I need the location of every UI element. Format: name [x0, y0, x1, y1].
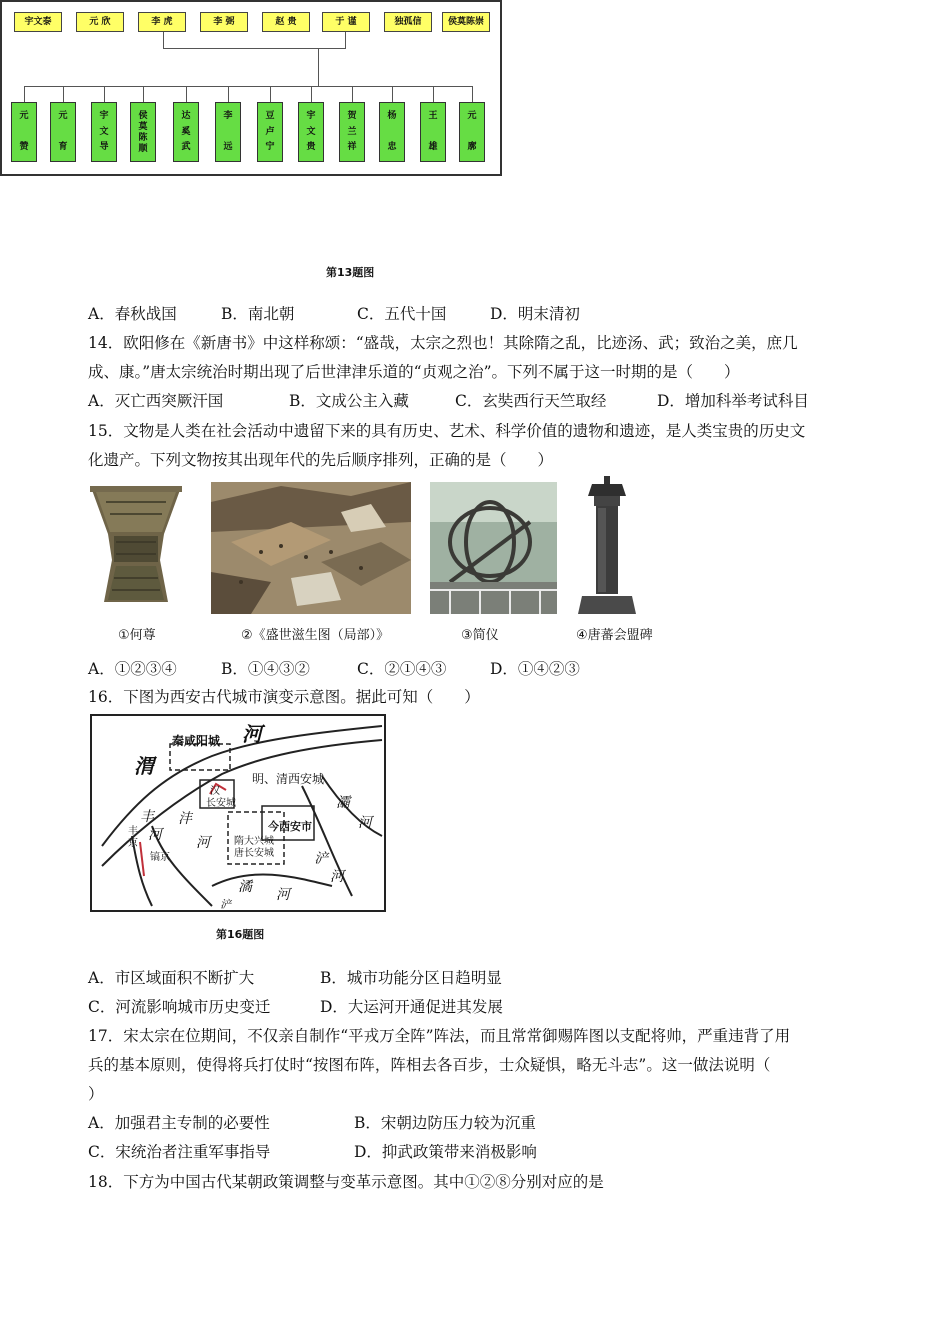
he-zun-vessel-image — [86, 482, 186, 614]
q17-option-d[interactable]: D．抑武政策带来消极影响 — [354, 1143, 537, 1161]
map-label: 今西安市 — [268, 820, 312, 833]
q14-option-a[interactable]: A．灭亡西突厥汗国 — [88, 392, 224, 410]
q14-stem-line2: 成、康。”唐太宗统治时期出现了后世津津乐道的“贞观之治”。下列不属于这一时期的是（ ） — [88, 363, 740, 381]
map-label: 丰 — [140, 809, 154, 825]
q15-option-d[interactable]: D．①④②③ — [490, 660, 580, 678]
name-char: 莫 — [138, 122, 148, 132]
bottom-name-box — [379, 102, 405, 162]
q15-option-c[interactable]: C．②①④③ — [357, 660, 447, 678]
name-char: 贵 — [306, 142, 316, 152]
map-label: 河 — [196, 835, 210, 851]
map-label: 明、清西安城 — [252, 772, 325, 786]
connector — [392, 86, 393, 102]
map-label: 长安城 — [206, 798, 236, 809]
q16-stem-line1: 16．下图为西安古代城市演变示意图。据此可知（ ） — [88, 688, 480, 706]
top-name-box: 元 欣 — [76, 12, 124, 32]
name-char: 陈 — [138, 133, 148, 143]
connector — [24, 86, 25, 102]
q16-option-d[interactable]: D．大运河开通促进其发展 — [320, 998, 503, 1016]
name-char: 祥 — [347, 142, 357, 152]
q17-option-a[interactable]: A．加强君主专制的必要性 — [88, 1114, 270, 1132]
connector — [345, 32, 346, 48]
q17-option-c[interactable]: C．宋统治者注重军事指导 — [88, 1143, 271, 1161]
connector — [24, 86, 472, 87]
connector — [311, 86, 312, 102]
q16-option-b[interactable]: B．城市功能分区日趋明显 — [320, 969, 502, 987]
top-name-box: 侯莫陈崇 — [442, 12, 490, 32]
map-label: 浐 — [314, 851, 328, 867]
map-label: 河 — [276, 887, 290, 903]
bottom-name-box — [11, 102, 37, 162]
q16-option-c[interactable]: C．河流影响城市历史变迁 — [88, 998, 271, 1016]
name-char: 赞 — [19, 142, 29, 152]
map-label: 河 — [358, 815, 372, 831]
name-char: 忠 — [387, 142, 397, 152]
q13-option-d[interactable]: D．明末清初 — [490, 305, 580, 323]
q17-option-b[interactable]: B．宋朝边防压力较为沉重 — [354, 1114, 536, 1132]
connector — [104, 86, 105, 102]
name-char: 远 — [223, 142, 233, 152]
connector — [143, 86, 144, 102]
figure-13-lineage-chart — [0, 0, 502, 176]
q17-stem-line2: 兵的基本原则，使得将兵打仗时“按图布阵，阵相去各百步，士众疑惧，略无斗志”。这一做法说明（ — [88, 1056, 771, 1074]
q14-option-b[interactable]: B．文成公主入藏 — [289, 392, 409, 410]
connector — [228, 86, 229, 102]
q13-option-a[interactable]: A．春秋战国 — [88, 305, 177, 323]
map-label: 镐京 — [150, 852, 170, 863]
relic-caption-1: ①何尊 — [118, 628, 156, 643]
map-label: 浐 — [220, 898, 231, 911]
q14-option-c[interactable]: C．玄奘西行天竺取经 — [455, 392, 607, 410]
bottom-name-box — [91, 102, 117, 162]
connector — [186, 86, 187, 102]
name-char: 文 — [306, 126, 316, 137]
top-name-box: 李 弼 — [200, 12, 248, 32]
q17-stem-line1: 17．宋太宗在位期间，不仅亲自制作“平戎万全阵”阵法，而且常常御赐阵图以支配将帅，严重违背了用 — [88, 1027, 791, 1045]
connector — [270, 86, 271, 102]
map-label: 渭 — [134, 754, 154, 778]
q13-option-c[interactable]: C．五代十国 — [357, 305, 447, 323]
name-char: 兰 — [347, 126, 357, 137]
relic-caption-3: ③简仪 — [461, 628, 499, 643]
connector — [318, 48, 319, 86]
name-char: 杨 — [387, 111, 397, 121]
name-char: 李 — [223, 111, 233, 121]
relic-caption-4: ④唐蕃会盟碑 — [576, 628, 653, 643]
map-label: 京 — [128, 838, 138, 849]
top-name-box: 赵 贵 — [262, 12, 310, 32]
name-char: 奚 — [181, 126, 191, 137]
jianyi-instrument-image — [430, 482, 557, 614]
top-name-box: 宇文泰 — [14, 12, 62, 32]
map-label: 河 — [148, 827, 162, 843]
q15-stem-line1: 15．文物是人类在社会活动中遗留下来的具有历史、艺术、科学价值的遗物和遗迹，是人类宝贵的历史文 — [88, 422, 806, 440]
name-char: 王 — [428, 111, 438, 121]
q18-stem-line1: 18．下方为中国古代某朝政策调整与变革示意图。其中①②⑧分别对应的是 — [88, 1173, 604, 1191]
bottom-name-box — [50, 102, 76, 162]
map-label: 河 — [330, 869, 344, 885]
map-label: 隋大兴城 — [234, 836, 274, 847]
q14-stem-line1: 14．欧阳修在《新唐书》中这样称颂：“盛哉，太宗之烈也！其除隋之乱，比迹汤、武；致治之美，庶几 — [88, 334, 798, 352]
name-char: 达 — [181, 111, 191, 121]
bottom-name-box — [420, 102, 446, 162]
connector — [433, 86, 434, 102]
q13-option-b[interactable]: B．南北朝 — [221, 305, 295, 323]
q15-stem-line2: 化遗产。下列文物按其出现年代的先后顺序排列，正确的是（ ） — [88, 451, 554, 469]
name-char: 廓 — [467, 142, 477, 152]
map-label: 沣 — [178, 811, 192, 827]
name-char: 宇 — [306, 111, 316, 121]
q16-option-a[interactable]: A．市区域面积不断扩大 — [88, 969, 255, 987]
relic-caption-2: ②《盛世滋生图（局部）》 — [241, 628, 390, 643]
bottom-name-box — [130, 102, 156, 162]
name-char: 育 — [58, 142, 68, 152]
name-char: 豆 — [265, 111, 275, 121]
q15-option-a[interactable]: A．①②③④ — [88, 660, 177, 678]
name-char: 侯 — [138, 111, 148, 121]
map-label: 唐长安城 — [234, 848, 274, 859]
map-label: 汉 — [210, 786, 220, 797]
map-label: 灞 — [336, 795, 350, 811]
xian-city-evolution-map — [90, 714, 386, 912]
map-label: 潏 — [238, 879, 252, 895]
bottom-name-box — [298, 102, 324, 162]
name-char: 雄 — [428, 142, 438, 152]
name-char: 顺 — [138, 144, 148, 154]
name-char: 元 — [19, 111, 29, 121]
top-name-box: 于 谨 — [322, 12, 370, 32]
name-char: 元 — [58, 111, 68, 121]
bottom-name-box — [173, 102, 199, 162]
connector — [472, 86, 473, 102]
name-char: 导 — [99, 142, 109, 152]
figure-13-caption: 第13题图 — [326, 266, 375, 279]
tang-tibet-stele-image — [574, 476, 640, 616]
map-label: 秦咸阳城 — [172, 734, 221, 748]
top-name-box: 李 虎 — [138, 12, 186, 32]
connector — [163, 32, 164, 48]
name-char: 宁 — [265, 142, 275, 152]
figure-16-caption: 第16题图 — [216, 928, 265, 941]
q17-stem-line3: ） — [88, 1085, 104, 1103]
bottom-name-box — [339, 102, 365, 162]
name-char: 宇 — [99, 111, 109, 121]
q15-option-b[interactable]: B．①④③② — [221, 660, 310, 678]
name-char: 元 — [467, 111, 477, 121]
connector — [352, 86, 353, 102]
shengshi-zisheng-painting-image — [211, 482, 411, 614]
q14-option-d[interactable]: D．增加科举考试科目 — [657, 392, 809, 410]
name-char: 贺 — [347, 111, 357, 121]
top-name-box: 独孤信 — [384, 12, 432, 32]
name-char: 卢 — [265, 126, 275, 137]
bottom-name-box — [257, 102, 283, 162]
name-char: 文 — [99, 126, 109, 137]
name-char: 武 — [181, 142, 191, 152]
bottom-name-box — [459, 102, 485, 162]
map-label: 河 — [242, 722, 262, 746]
bottom-name-box — [215, 102, 241, 162]
connector — [63, 86, 64, 102]
map-label: 丰 — [128, 826, 138, 837]
